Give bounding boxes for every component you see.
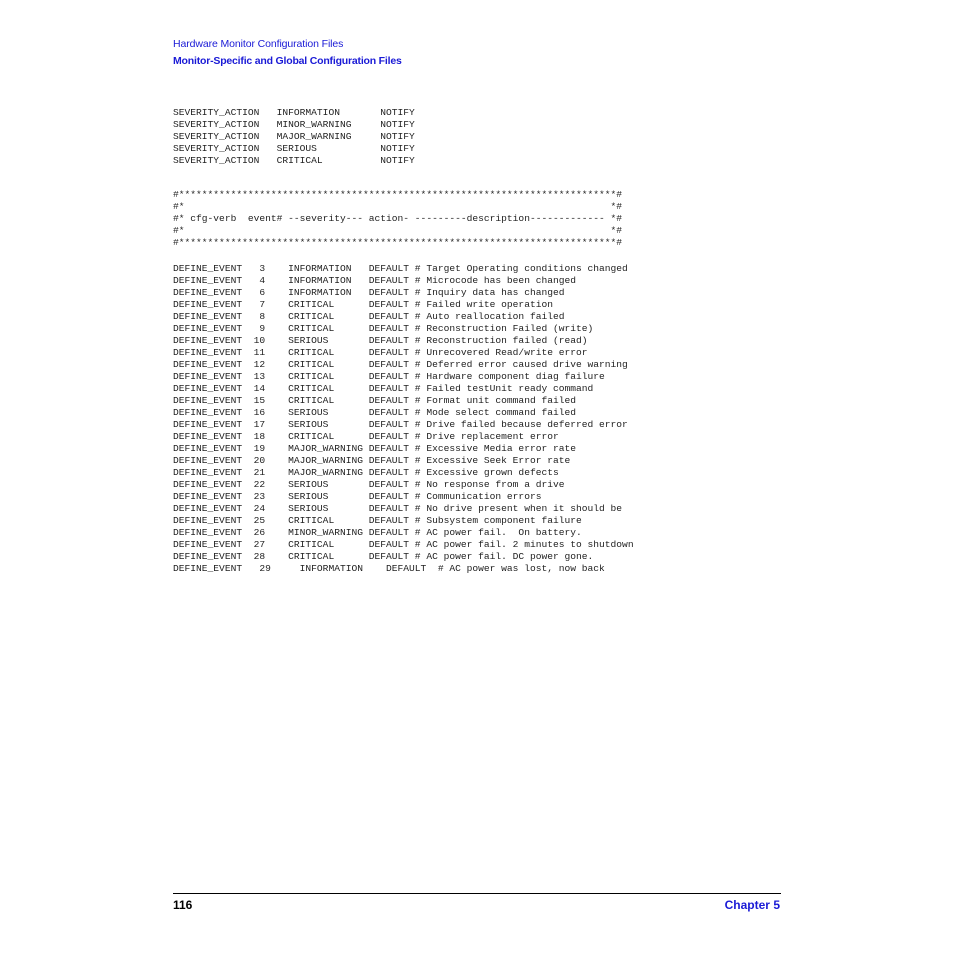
code-line: #****************************************************************************# bbox=[173, 189, 623, 200]
code-line: #* cfg-verb event# --severity--- action- ---------description------------- *# bbox=[173, 213, 623, 224]
chapter-label: Chapter 5 bbox=[724, 898, 780, 912]
code-line: #* *# bbox=[173, 201, 623, 212]
code-line: SEVERITY_ACTION MAJOR_WARNING NOTIFY bbox=[173, 131, 415, 142]
code-line: DEFINE_EVENT 23 SERIOUS DEFAULT # Communication errors bbox=[173, 491, 542, 502]
page-number: 116 bbox=[173, 898, 193, 912]
code-line: DEFINE_EVENT 24 SERIOUS DEFAULT # No drive present when it should be bbox=[173, 503, 623, 514]
code-line: DEFINE_EVENT 8 CRITICAL DEFAULT # Auto reallocation failed bbox=[173, 311, 565, 322]
footer-divider bbox=[173, 893, 781, 894]
code-line: DEFINE_EVENT 10 SERIOUS DEFAULT # Reconstruction failed (read) bbox=[173, 335, 588, 346]
code-line: #****************************************************************************# bbox=[173, 237, 623, 248]
code-line: DEFINE_EVENT 19 MAJOR_WARNING DEFAULT # Excessive Media error rate bbox=[173, 443, 577, 454]
code-line: DEFINE_EVENT 11 CRITICAL DEFAULT # Unrecovered Read/write error bbox=[173, 347, 588, 358]
code-line: DEFINE_EVENT 9 CRITICAL DEFAULT # Reconstruction Failed (write) bbox=[173, 323, 594, 334]
code-line: DEFINE_EVENT 3 INFORMATION DEFAULT # Target Operating conditions changed bbox=[173, 263, 628, 274]
code-line: DEFINE_EVENT 12 CRITICAL DEFAULT # Deferred error caused drive warning bbox=[173, 359, 628, 370]
code-line: DEFINE_EVENT 4 INFORMATION DEFAULT # Microcode has been changed bbox=[173, 275, 577, 286]
running-header-section: Hardware Monitor Configuration Files bbox=[173, 38, 344, 50]
code-line: DEFINE_EVENT 26 MINOR_WARNING DEFAULT # AC power fail. On battery. bbox=[173, 527, 582, 538]
code-line: DEFINE_EVENT 7 CRITICAL DEFAULT # Failed write operation bbox=[173, 299, 553, 310]
code-line: SEVERITY_ACTION CRITICAL NOTIFY bbox=[173, 155, 415, 166]
code-line: DEFINE_EVENT 16 SERIOUS DEFAULT # Mode select command failed bbox=[173, 407, 577, 418]
code-line: SEVERITY_ACTION MINOR_WARNING NOTIFY bbox=[173, 119, 415, 130]
comment-header-block bbox=[173, 189, 622, 249]
code-line: DEFINE_EVENT 20 MAJOR_WARNING DEFAULT # Excessive Seek Error rate bbox=[173, 455, 571, 466]
code-line: DEFINE_EVENT 22 SERIOUS DEFAULT # No response from a drive bbox=[173, 479, 565, 490]
code-line: DEFINE_EVENT 21 MAJOR_WARNING DEFAULT # Excessive grown defects bbox=[173, 467, 559, 478]
code-line: DEFINE_EVENT 14 CRITICAL DEFAULT # Failed testUnit ready command bbox=[173, 383, 594, 394]
code-line: DEFINE_EVENT 18 CRITICAL DEFAULT # Drive replacement error bbox=[173, 431, 559, 442]
running-header-subsection: Monitor-Specific and Global Configuration Files bbox=[173, 55, 402, 67]
code-line: DEFINE_EVENT 6 INFORMATION DEFAULT # Inquiry data has changed bbox=[173, 287, 565, 298]
code-line: DEFINE_EVENT 15 CRITICAL DEFAULT # Format unit command failed bbox=[173, 395, 577, 406]
code-line: #* *# bbox=[173, 225, 623, 236]
code-line: DEFINE_EVENT 27 CRITICAL DEFAULT # AC power fail. 2 minutes to shutdown bbox=[173, 539, 634, 550]
code-line: SEVERITY_ACTION SERIOUS NOTIFY bbox=[173, 143, 415, 154]
code-line: DEFINE_EVENT 28 CRITICAL DEFAULT # AC power fail. DC power gone. bbox=[173, 551, 594, 562]
define-event-block bbox=[173, 263, 634, 575]
code-line: SEVERITY_ACTION INFORMATION NOTIFY bbox=[173, 107, 415, 118]
code-line: DEFINE_EVENT 13 CRITICAL DEFAULT # Hardware component diag failure bbox=[173, 371, 605, 382]
code-line: DEFINE_EVENT 29 INFORMATION DEFAULT # AC power was lost, now back bbox=[173, 563, 605, 574]
code-line: DEFINE_EVENT 25 CRITICAL DEFAULT # Subsystem component failure bbox=[173, 515, 582, 526]
severity-action-block bbox=[173, 107, 415, 167]
code-line: DEFINE_EVENT 17 SERIOUS DEFAULT # Drive failed because deferred error bbox=[173, 419, 628, 430]
